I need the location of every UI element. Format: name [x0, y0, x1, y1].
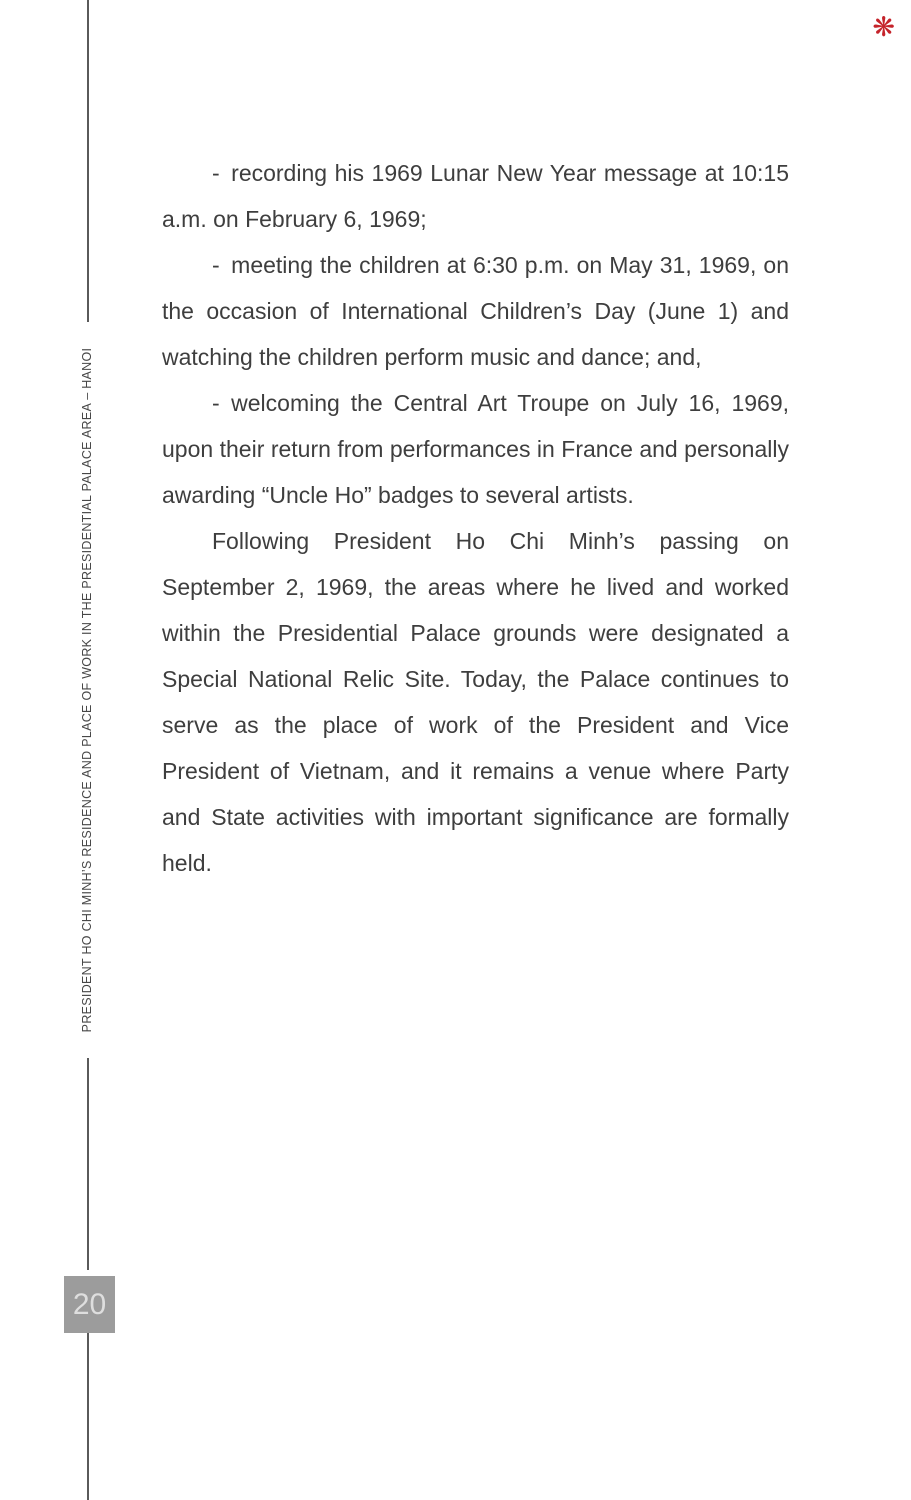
sidebar-running-title: PRESIDENT HO CHI MINH’S RESIDENCE AND PLACE OF WORK IN THE PRESIDENTIAL PALACE AREA – HANOI: [80, 347, 94, 1033]
vertical-rule-middle: [87, 1058, 89, 1270]
page-number-box: [64, 1276, 115, 1333]
vertical-rule-top: [87, 0, 89, 322]
paragraph-list-item-2: - meeting the children at 6:30 p.m. on May 31, 1969, on the occasion of International Children’s Day (June 1) and watching the children perform music and dance; and,: [162, 252, 789, 370]
paragraph-closing: Following President Ho Chi Minh’s passing on September 2, 1969, the areas where he lived and worked within the Presidential Palace grounds were designated a Special National Relic Site. Today, the Palace continues to serve as the place of work of the President and Vice President of Vietnam, and it remains a venue where Party and State activities with important significance are formally held.: [162, 528, 789, 876]
vertical-rule-bottom: [87, 1333, 89, 1500]
page-number: 20: [72, 1287, 107, 1321]
body-text: [162, 150, 789, 886]
flower-ornament-icon: ❋: [872, 12, 895, 42]
paragraph-list-item-3: - welcoming the Central Art Troupe on July 16, 1969, upon their return from performances in France and personally awarding “Uncle Ho” badges to several artists.: [162, 390, 789, 508]
paragraph-list-item-1: - recording his 1969 Lunar New Year message at 10:15 a.m. on February 6, 1969;: [162, 160, 789, 232]
